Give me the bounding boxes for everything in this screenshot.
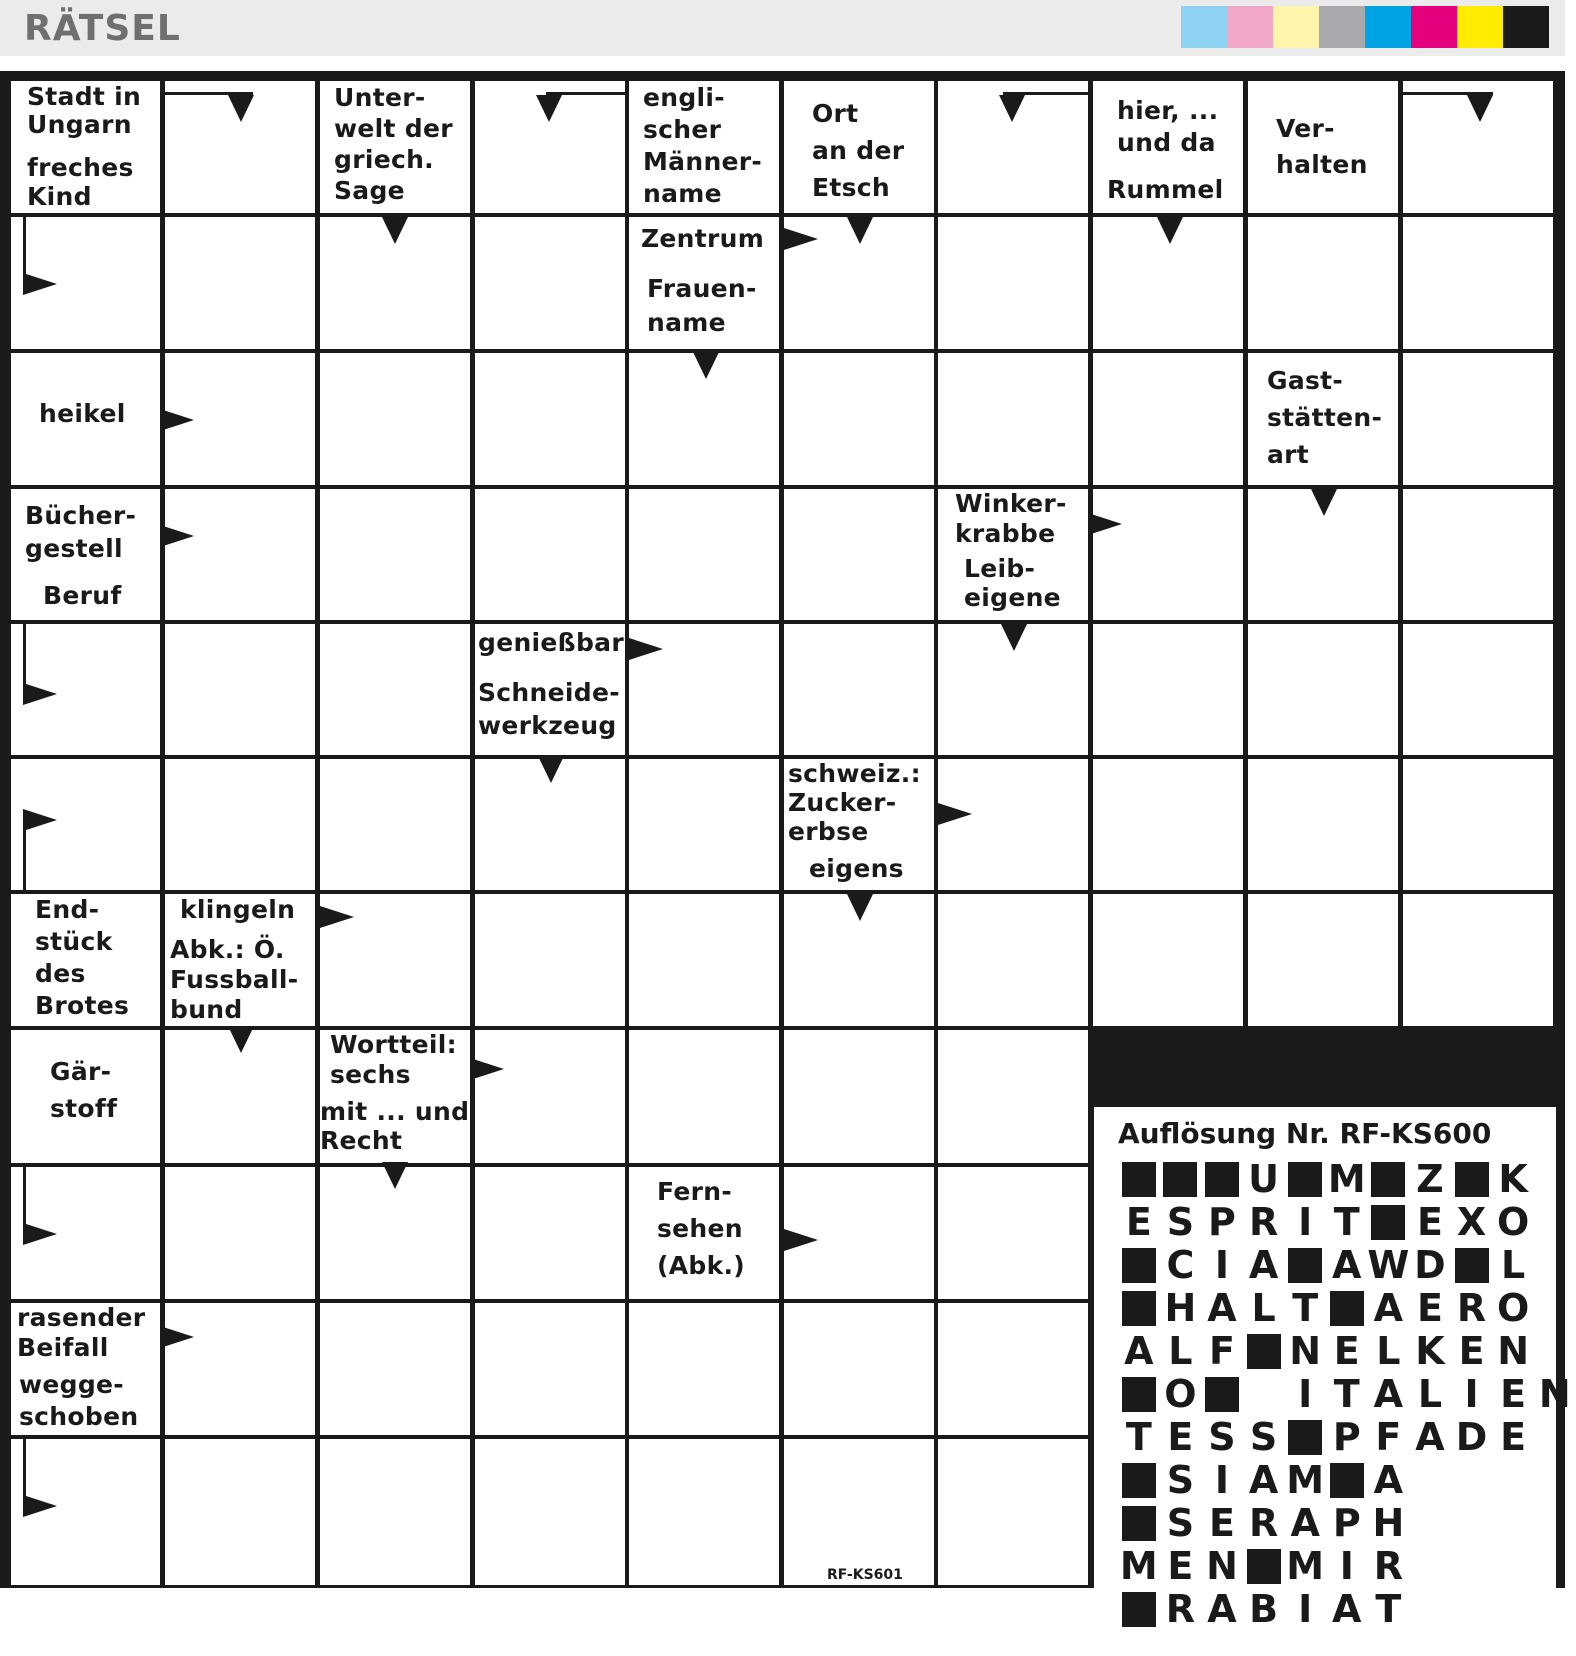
solution-panel (1094, 1107, 1571, 1656)
solution-letter: Z (1416, 1157, 1444, 1201)
grid-cell (1403, 353, 1553, 485)
grid-cell (165, 1303, 315, 1435)
solution-block (1284, 1417, 1326, 1457)
color-swatch (1273, 6, 1319, 48)
solution-row (1118, 1245, 1534, 1285)
solution-letter: I (1214, 1458, 1230, 1502)
grid-cell (1093, 489, 1243, 620)
solution-block (1243, 1546, 1285, 1586)
grid-cell (629, 1439, 779, 1585)
arrow-right-icon (23, 1495, 57, 1517)
solution-letter: O (1496, 1200, 1530, 1244)
grid-cell (1248, 759, 1398, 890)
grid-cell (320, 489, 470, 620)
clue-maennername: engli- scher Männer- name (629, 81, 779, 213)
grid-cell (475, 217, 625, 349)
grid-cell (1403, 217, 1553, 349)
grid-cell (938, 1167, 1088, 1299)
color-swatch (1365, 6, 1411, 48)
solution-letter: K (1415, 1329, 1445, 1373)
solution-block (1326, 1288, 1368, 1328)
solution-letter: M (1327, 1157, 1366, 1201)
grid-cell (475, 1439, 625, 1585)
arrow-down-icon (1467, 95, 1493, 122)
color-swatch (1503, 6, 1549, 48)
grid-cell (1403, 894, 1553, 1026)
solution-block (1284, 1245, 1326, 1285)
grid-cell (629, 1030, 779, 1163)
solution-letter: I (1298, 1587, 1313, 1631)
solution-row (1118, 1374, 1576, 1414)
grid-cell (1248, 624, 1398, 755)
arrow-right-icon (784, 1229, 818, 1251)
grid-cell (475, 1303, 625, 1435)
solution-letter: I (1214, 1243, 1230, 1287)
solution-row (1118, 1159, 1534, 1199)
solution-letter: S (1166, 1200, 1195, 1244)
grid-cell (629, 489, 779, 620)
solution-row (1118, 1546, 1409, 1586)
solution-letter: E (1167, 1544, 1194, 1588)
arrow-down-icon (1311, 489, 1337, 516)
clue-wortteil: Wortteil: sechs (320, 1030, 470, 1090)
color-swatch (1457, 6, 1503, 48)
solution-row (1118, 1417, 1534, 1457)
solution-letter: H (1164, 1286, 1197, 1330)
solution-letter: N (1289, 1329, 1322, 1373)
solution-letter: I (1298, 1372, 1313, 1416)
solution-letter: W (1367, 1243, 1410, 1287)
clue-frauenname: Frauen- name (629, 266, 779, 348)
clue-rummel: Rummel (1093, 167, 1243, 213)
solution-letter: L (1417, 1372, 1443, 1416)
solution-letter: A (1207, 1587, 1237, 1631)
solution-letter: A (1373, 1372, 1404, 1416)
solution-letter: E (1458, 1329, 1485, 1373)
clue-fussballbund: Abk.: Ö. Fussball- bund (165, 933, 315, 1026)
arrow-right-icon (160, 525, 194, 547)
arrow-right-icon (938, 803, 972, 825)
grid-cell (475, 353, 625, 485)
solution-block (1118, 1460, 1160, 1500)
solution-block (1451, 1245, 1493, 1285)
solution-letter: A (1124, 1329, 1154, 1373)
solution-letter: I (1464, 1372, 1479, 1416)
clue-hier-und-da: hier, ... und da (1093, 81, 1243, 163)
arrow-right-icon (320, 906, 354, 928)
puzzle-code: RF-KS601 (827, 1567, 903, 1583)
solution-letter: E (1500, 1372, 1527, 1416)
solution-letter: U (1248, 1157, 1279, 1201)
clue-beruf: Beruf (11, 573, 160, 619)
solution-letter: O (1164, 1372, 1197, 1416)
solution-letter: F (1209, 1329, 1235, 1373)
clue-eigens: eigens (784, 852, 934, 890)
solution-block (1118, 1374, 1160, 1414)
clue-gaststaettenart: Gast- stätten- art (1248, 353, 1398, 485)
clue-zuckererbse: schweiz.: Zucker- erbse (784, 759, 934, 847)
grid-cell (165, 1439, 315, 1585)
grid-cell (475, 1167, 625, 1299)
solution-letter: M (1286, 1544, 1325, 1588)
grid-cell (629, 894, 779, 1026)
grid-cell (1093, 759, 1243, 890)
solution-letter: A (1248, 1458, 1279, 1502)
color-calibration-bar (1181, 6, 1549, 48)
clue-heikel: heikel (11, 353, 160, 485)
clue-winkerkrabbe: Winker- krabbe (938, 489, 1088, 549)
clue-verhalten: Ver- halten (1248, 81, 1398, 213)
clue-zentrum: Zentrum (629, 217, 779, 261)
grid-cell (784, 1303, 934, 1435)
solution-block (1118, 1589, 1160, 1629)
arrow-right-icon (784, 228, 818, 250)
arrow-down-icon (382, 217, 408, 244)
solution-row (1118, 1503, 1409, 1543)
solution-row (1118, 1331, 1534, 1371)
arrow-right-icon (1088, 513, 1122, 535)
solution-letter: R (1248, 1501, 1279, 1545)
grid-cell (1403, 489, 1553, 620)
solution-row (1118, 1202, 1534, 1242)
grid-cell (320, 1303, 470, 1435)
solution-block (1284, 1159, 1326, 1199)
grid-cell (165, 217, 315, 349)
solution-letter: A (1290, 1501, 1320, 1545)
grid-cell (1403, 759, 1553, 890)
grid-cell (784, 353, 934, 485)
solution-title: Auflösung Nr. RF-KS600 (1118, 1117, 1492, 1150)
solution-letter: E (1416, 1200, 1443, 1244)
grid-cell (165, 489, 315, 620)
arrow-right-icon (23, 683, 57, 705)
solution-block (1160, 1159, 1202, 1199)
solution-block (1201, 1374, 1243, 1414)
solution-letter: I (1298, 1200, 1313, 1244)
solution-letter: K (1498, 1157, 1528, 1201)
solution-row (1118, 1589, 1409, 1629)
grid-cell (938, 894, 1088, 1026)
grid-cell (320, 624, 470, 755)
grid-cell (1093, 894, 1243, 1026)
solution-letter: R (1373, 1544, 1403, 1588)
color-swatch (1319, 6, 1365, 48)
grid-cell (629, 1303, 779, 1435)
clue-leibeigene: Leib- eigene (938, 554, 1088, 619)
solution-letter: F (1375, 1415, 1402, 1459)
solution-block (1368, 1159, 1410, 1199)
arrow-right-icon (160, 1326, 194, 1348)
solution-letter: E (1333, 1329, 1360, 1373)
solution-letter: H (1372, 1501, 1405, 1545)
solution-letter: I (1339, 1544, 1354, 1588)
clue-rasender-beifall: rasender Beifall (11, 1303, 160, 1364)
grid-cell (1403, 624, 1553, 755)
grid-cell (784, 1439, 934, 1585)
clue-freches-kind: freches Kind (11, 149, 160, 213)
arrow-down-icon (1157, 217, 1183, 244)
solution-letter: T (1125, 1415, 1152, 1459)
grid-cell (320, 759, 470, 890)
solution-letter: D (1414, 1243, 1446, 1287)
clue-fernsehen: Fern- sehen (Abk.) (629, 1167, 779, 1299)
color-swatch (1411, 6, 1457, 48)
solution-letter: E (1209, 1501, 1235, 1545)
solution-letter: A (1373, 1286, 1404, 1330)
grid-cell (938, 1439, 1088, 1585)
arrow-down-icon (538, 756, 564, 783)
solution-block (1118, 1159, 1160, 1199)
solution-block (1326, 1460, 1368, 1500)
solution-letter: S (1166, 1501, 1195, 1545)
clue-schneidewerkzeug: Schneide- werkzeug (475, 673, 625, 754)
solution-letter: S (1249, 1415, 1278, 1459)
solution-letter: M (1119, 1544, 1158, 1588)
solution-letter: B (1249, 1587, 1279, 1631)
arrow-right-icon (160, 409, 194, 431)
solution-letter: E (1416, 1286, 1443, 1330)
solution-letter: N (1497, 1329, 1530, 1373)
arrow-right-icon (23, 809, 57, 831)
solution-letter: E (1500, 1415, 1527, 1459)
solution-letter: A (1207, 1286, 1237, 1330)
grid-cell (938, 1030, 1088, 1163)
grid-cell (165, 624, 315, 755)
solution-letter: D (1455, 1415, 1488, 1459)
solution-block (1201, 1159, 1243, 1199)
solution-letter: A (1415, 1415, 1445, 1459)
solution-row (1118, 1460, 1409, 1500)
clue-buechergestell: Bücher- gestell (11, 489, 160, 569)
solution-letter: S (1208, 1415, 1236, 1459)
grid-cell (784, 624, 934, 755)
solution-block (1118, 1288, 1160, 1328)
solution-letter: A (1373, 1458, 1404, 1502)
grid-cell (784, 489, 934, 620)
solution-letter: T (1292, 1286, 1319, 1330)
solution-block (1118, 1503, 1160, 1543)
arrow-right-icon (629, 638, 663, 660)
grid-cell (475, 894, 625, 1026)
arrow-right-icon (23, 273, 57, 295)
arrow-down-icon (1001, 624, 1027, 651)
solution-letter: N (1206, 1544, 1238, 1588)
grid-cell (475, 1030, 625, 1163)
solution-letter: L (1251, 1286, 1276, 1330)
color-swatch (1181, 6, 1227, 48)
solution-letter: C (1166, 1243, 1195, 1287)
arrow-down-icon (999, 95, 1025, 122)
solution-letter: T (1333, 1372, 1360, 1416)
grid-cell (938, 353, 1088, 485)
solution-block (1243, 1331, 1285, 1371)
solution-letter: R (1456, 1286, 1487, 1330)
solution-letter: L (1168, 1329, 1193, 1373)
solution-block (1118, 1245, 1160, 1285)
grid-cell (1248, 894, 1398, 1026)
clue-gaerstoff: Gär- stoff (11, 1030, 160, 1162)
grid-cell (1093, 624, 1243, 755)
solution-letter (1243, 1374, 1285, 1414)
solution-letter: A (1332, 1243, 1362, 1287)
solution-row (1118, 1288, 1534, 1328)
arrow-down-icon (228, 95, 254, 122)
arrow-down-icon (228, 1026, 254, 1053)
arrow-down-icon (847, 894, 873, 921)
header-bar (0, 0, 1565, 56)
solution-letter: S (1166, 1458, 1195, 1502)
arrow-right-icon (23, 1223, 57, 1245)
solution-letter: R (1248, 1200, 1279, 1244)
solution-letter: X (1456, 1200, 1487, 1244)
grid-cell (1093, 353, 1243, 485)
solution-block (1451, 1159, 1493, 1199)
solution-letter: N (1538, 1372, 1571, 1416)
arrow-right-icon (470, 1058, 504, 1080)
solution-letter: T (1375, 1587, 1402, 1631)
page-title: RÄTSEL (24, 8, 181, 49)
grid-cell (1248, 217, 1398, 349)
arrow-down-icon (536, 95, 562, 122)
grid-cell (165, 759, 315, 890)
solution-letter: P (1332, 1501, 1361, 1545)
grid-cell (938, 1303, 1088, 1435)
clue-weggeschoben: wegge- schoben (11, 1369, 160, 1434)
solution-letter: E (1167, 1415, 1194, 1459)
solution-letter: T (1333, 1200, 1360, 1244)
solution-letter: L (1376, 1329, 1401, 1373)
clue-stadt-in-ungarn: Stadt in Ungarn (11, 81, 160, 145)
solution-letter: P (1332, 1415, 1361, 1459)
clue-ort-etsch: Ort an der Etsch (784, 81, 934, 213)
clue-geniessbar: genießbar (475, 624, 625, 668)
grid-cell (784, 1030, 934, 1163)
solution-letter: L (1501, 1243, 1526, 1287)
grid-cell (165, 1167, 315, 1299)
solution-block (1368, 1202, 1410, 1242)
clue-mit-und-recht: mit ... und Recht (320, 1094, 470, 1162)
color-swatch (1227, 6, 1273, 48)
clue-unterwelt: Unter- welt der griech. Sage (320, 81, 470, 213)
solution-letter: A (1248, 1243, 1279, 1287)
solution-letter: O (1496, 1286, 1530, 1330)
solution-letter: E (1125, 1200, 1152, 1244)
grid-cell (475, 489, 625, 620)
grid-cell (938, 217, 1088, 349)
grid-cell (320, 353, 470, 485)
grid-cell (629, 759, 779, 890)
crossword-grid (0, 71, 1571, 1631)
arrow-down-icon (693, 352, 719, 379)
solution-letter: A (1332, 1587, 1362, 1631)
arrow-down-icon (382, 1162, 408, 1189)
clue-endstueck: End- stück des Brotes (11, 894, 160, 1026)
clue-klingeln: klingeln (165, 894, 315, 928)
solution-letter: M (1286, 1458, 1325, 1502)
solution-letter: P (1208, 1200, 1236, 1244)
grid-cell (320, 1439, 470, 1585)
arrow-down-icon (847, 217, 873, 244)
solution-letter: R (1165, 1587, 1196, 1631)
